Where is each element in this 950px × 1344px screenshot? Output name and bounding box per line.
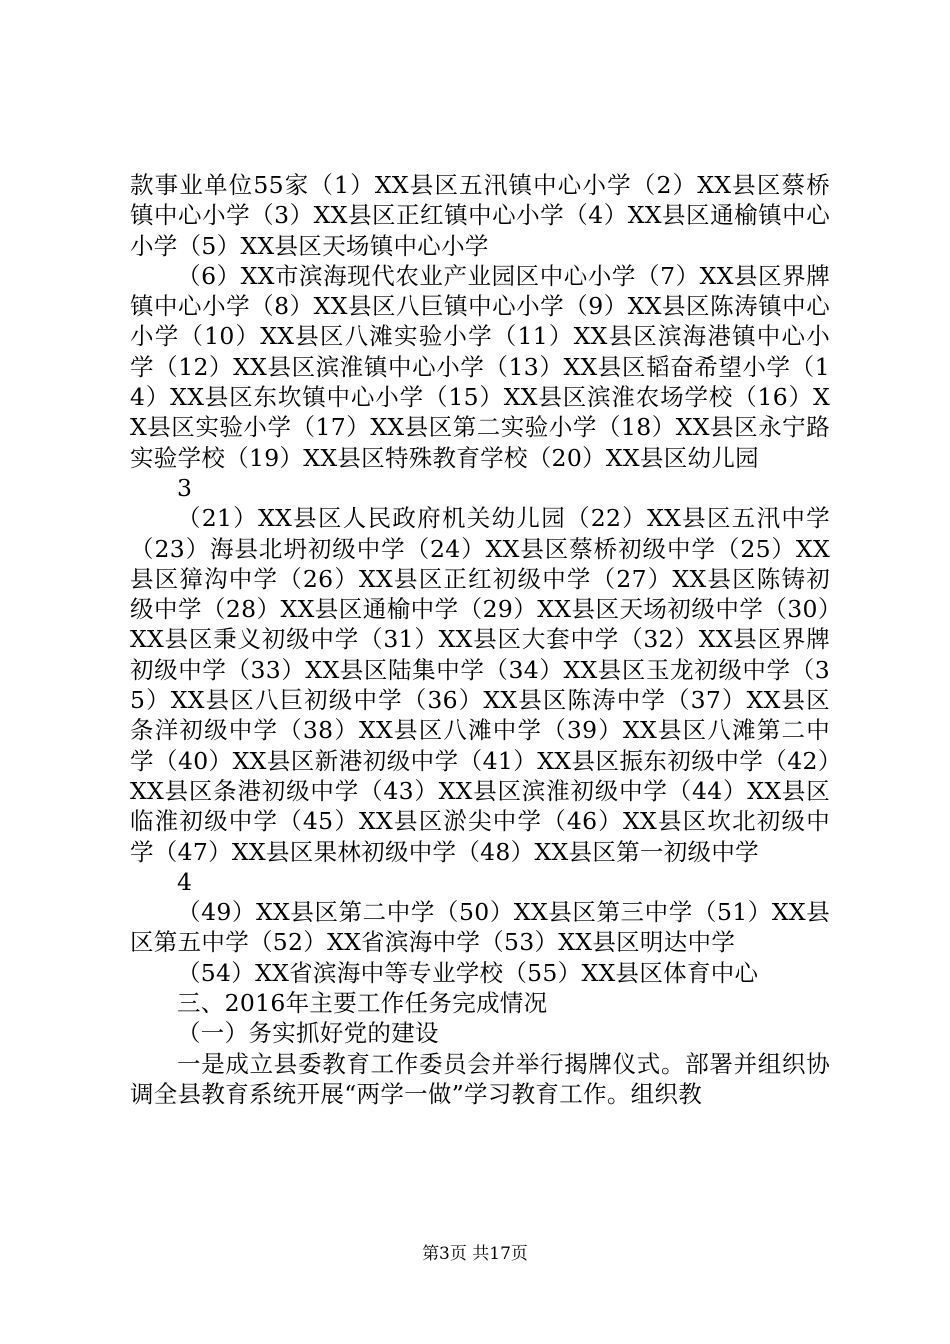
paragraph-schools-49-53: （49）XX县区第二中学（50）XX县区第三中学（51）XX县区第五中学（52）XX省滨海中学（53）XX县区明达中学 — [130, 898, 830, 957]
paragraph-party-building: 一是成立县委教育工作委员会并举行揭牌仪式。部署并组织协调全县教育系统开展“两学一做”学习教育工作。组织教 — [130, 1049, 830, 1108]
paragraph-schools-6-20: （6）XX市滨海现代农业产业园区中心小学（7）XX县区界牌镇中心小学（8）XX县区八巨镇中心小学（9）XX县区陈涛镇中心小学（10）XX县区八滩实验小学（11）XX县区滨海港镇中心小学（12）XX县区滨淮镇中心小学（13）XX县区韬奋希望小学（14）XX县区东坎镇中心小学（15）XX县区滨淮农场学校（16）XX县区实验小学（17）XX县区第二实验小学（18）XX县区永宁路实验学校（19）XX县区特殊教育学校（20）XX县区幼儿园 — [130, 261, 830, 472]
page-marker-4: 4 — [177, 867, 192, 896]
paragraph-schools-54-55: （54）XX省滨海中等专业学校（55）XX县区体育中心 — [177, 958, 759, 987]
page-marker-3: 3 — [177, 473, 192, 502]
subsection-heading-1: （一）务实抓好党的建设 — [177, 1019, 439, 1048]
section-heading-3: 三、2016年主要工作任务完成情况 — [177, 989, 548, 1018]
page-footer: 第3页 共17页 — [422, 1244, 528, 1264]
paragraph-unit-count: 款事业单位55家（1）XX县区五汛镇中心小学（2）XX县区蔡桥镇中心小学（3）XX县区正红镇中心小学（4）XX县区通榆镇中心小学（5）XX县区天场镇中心小学 — [130, 171, 830, 260]
paragraph-schools-21-48: （21）XX县区人民政府机关幼儿园（22）XX县区五汛中学（23）海县北坍初级中学（24）XX县区蔡桥初级中学（25）XX县区獐沟中学（26）XX县区正红初级中学（27）XX县区陈铸初级中学（28）XX县区通榆中学（29）XX县区天场初级中学（30）XX县区秉义初级中学（31）XX县区大套中学（32）XX县区界牌初级中学（33）XX县区陆集中学（34）XX县区玉龙初级中学（35）XX县区八巨初级中学（36）XX县区陈涛中学（37）XX县区条洋初级中学（38）XX县区八滩中学（39）XX县区八滩第二中学（40）XX县区新港初级中学（41）XX县区振东初级中学（42）XX县区条港初级中学（43）XX县区滨淮初级中学（44）XX县区临淮初级中学（45）XX县区淤尖中学（46）XX县区坎北初级中学（47）XX县区果林初级中学（48）XX县区第一初级中学 — [130, 504, 830, 866]
document-body — [130, 170, 830, 1109]
